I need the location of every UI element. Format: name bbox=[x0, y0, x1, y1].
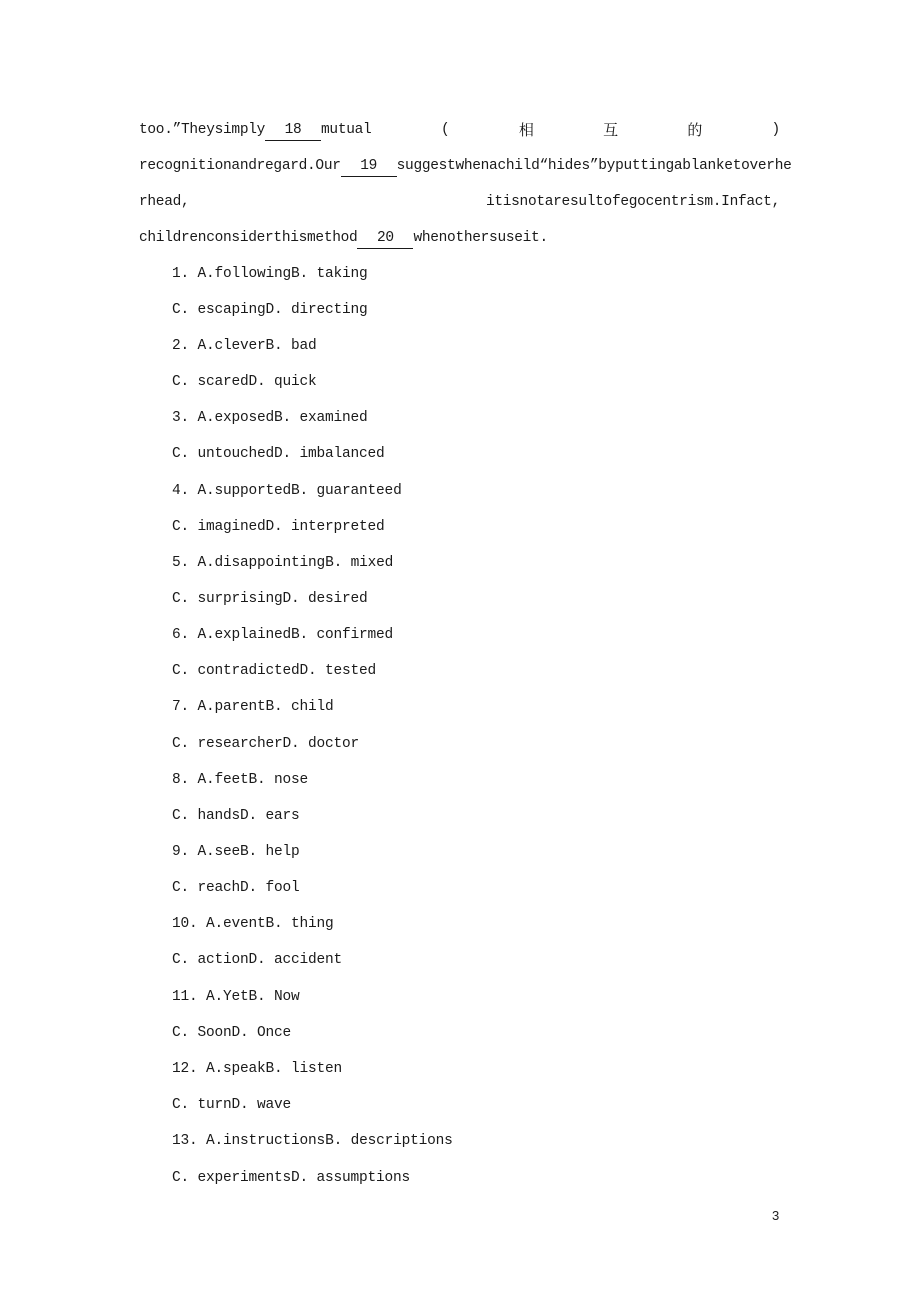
option-d: D. interpreted bbox=[265, 519, 385, 535]
option-c: C. researcher bbox=[172, 736, 283, 752]
option-b: B. examined bbox=[274, 410, 368, 426]
question-3-options-ab bbox=[172, 408, 368, 428]
question-2-options-ab bbox=[172, 336, 317, 356]
blank-18 bbox=[265, 120, 321, 141]
question-8-options-ab bbox=[172, 770, 308, 790]
question-number: 5. bbox=[172, 555, 190, 571]
option-c: C. hands bbox=[172, 808, 241, 824]
question-6-options-ab bbox=[172, 625, 393, 645]
question-3-options-cd bbox=[172, 444, 385, 464]
passage-line-2 bbox=[139, 156, 792, 177]
question-12-options-cd bbox=[172, 1095, 291, 1115]
option-c: C. surprising bbox=[172, 591, 283, 607]
gloss-close-paren: ) bbox=[771, 122, 780, 138]
option-c: C. untouched bbox=[172, 446, 275, 462]
question-number: 9. bbox=[172, 844, 190, 860]
option-d: D. imbalanced bbox=[274, 446, 385, 462]
option-c: C. contradicted bbox=[172, 663, 300, 679]
option-b: B. listen bbox=[265, 1061, 343, 1077]
gloss-char-2: 互 bbox=[603, 121, 618, 139]
blank-19 bbox=[341, 156, 397, 177]
blank-20 bbox=[357, 228, 413, 249]
option-b: B. thing bbox=[265, 916, 334, 932]
question-number: 3. bbox=[172, 410, 190, 426]
question-1-options-ab bbox=[172, 264, 368, 284]
option-d: D. ears bbox=[240, 808, 300, 824]
option-c: C. reach bbox=[172, 880, 241, 896]
option-a: A.feet bbox=[197, 772, 249, 788]
question-4-options-ab bbox=[172, 481, 402, 501]
blank-number: 18 bbox=[284, 122, 302, 138]
question-number: 1. bbox=[172, 266, 190, 282]
option-b: B. guaranteed bbox=[291, 483, 402, 499]
gloss-char-3: 的 bbox=[687, 121, 703, 139]
text-segment: too.”Theysimply bbox=[139, 122, 266, 138]
question-10-options-ab bbox=[172, 914, 334, 934]
option-a: A.disappointing bbox=[197, 555, 326, 571]
option-c: C. imagined bbox=[172, 519, 266, 535]
question-5-options-cd bbox=[172, 589, 368, 609]
option-b: B. child bbox=[265, 699, 334, 715]
question-12-options-ab bbox=[172, 1059, 342, 1079]
gloss-open-paren: ( bbox=[440, 122, 450, 138]
option-d: D. desired bbox=[282, 591, 368, 607]
question-9-options-cd bbox=[172, 878, 300, 898]
gloss-char-1: 相 bbox=[518, 121, 534, 139]
text-segment: mutual bbox=[321, 122, 372, 138]
question-2-options-cd bbox=[172, 372, 317, 392]
option-a: A.exposed bbox=[197, 410, 275, 426]
option-a: A.see bbox=[197, 844, 241, 860]
option-d: D. tested bbox=[299, 663, 377, 679]
passage-line-1 bbox=[139, 120, 780, 141]
text-segment: recognitionandregard.Our bbox=[139, 158, 341, 174]
option-d: D. doctor bbox=[282, 736, 360, 752]
question-number: 13. bbox=[172, 1133, 198, 1149]
question-13-options-ab bbox=[172, 1131, 453, 1151]
question-6-options-cd bbox=[172, 661, 376, 681]
question-number: 11. bbox=[172, 989, 198, 1005]
blank-number: 20 bbox=[377, 230, 394, 246]
option-d: D. assumptions bbox=[291, 1170, 411, 1186]
option-a: A.parent bbox=[197, 699, 266, 715]
text-segment: rhead, bbox=[139, 194, 190, 210]
option-a: A.supported bbox=[197, 483, 292, 499]
option-d: D. accident bbox=[248, 952, 343, 968]
option-d: D. fool bbox=[240, 880, 300, 896]
text-segment: suggestwhenachild“hides”byputtingablanketoverhe bbox=[396, 158, 792, 174]
option-a: A.event bbox=[206, 916, 266, 932]
question-13-options-cd bbox=[172, 1168, 410, 1188]
blank-number: 19 bbox=[360, 158, 378, 174]
option-b: B. descriptions bbox=[325, 1133, 453, 1149]
text-segment: childrenconsiderthismethod bbox=[139, 230, 358, 246]
option-b: B. nose bbox=[248, 772, 309, 788]
option-c: C. action bbox=[172, 952, 249, 968]
question-number: 6. bbox=[172, 627, 190, 643]
option-d: D. Once bbox=[231, 1025, 292, 1041]
option-c: C. Soon bbox=[172, 1025, 232, 1041]
option-a: A.explained bbox=[197, 627, 292, 643]
option-d: D. directing bbox=[265, 302, 368, 318]
option-c: C. scared bbox=[172, 374, 249, 390]
option-b: B. taking bbox=[291, 266, 368, 282]
option-a: A.instructions bbox=[206, 1133, 326, 1149]
text-segment: itisnotaresultofegocentrism.Infact, bbox=[485, 194, 780, 210]
passage-line-1-text bbox=[139, 120, 371, 141]
question-number: 10. bbox=[172, 916, 198, 932]
question-9-options-ab bbox=[172, 842, 300, 862]
passage-line-4 bbox=[139, 228, 548, 249]
option-a: A.following bbox=[197, 266, 292, 282]
option-b: B. bad bbox=[265, 338, 317, 354]
question-number: 8. bbox=[172, 772, 190, 788]
option-b: B. confirmed bbox=[291, 627, 394, 643]
question-10-options-cd bbox=[172, 950, 342, 970]
page-number: 3 bbox=[772, 1208, 780, 1223]
question-number: 2. bbox=[172, 338, 190, 354]
option-c: C. escaping bbox=[172, 302, 266, 318]
option-a: A.speak bbox=[206, 1061, 266, 1077]
option-b: B. help bbox=[240, 844, 300, 860]
question-7-options-ab bbox=[172, 697, 334, 717]
question-4-options-cd bbox=[172, 517, 385, 537]
question-1-options-cd bbox=[172, 300, 368, 320]
option-a: A.clever bbox=[197, 338, 266, 354]
passage-line-3 bbox=[139, 192, 780, 212]
question-7-options-cd bbox=[172, 734, 359, 754]
text-segment: whenothersuseit. bbox=[413, 230, 548, 246]
option-c: C. turn bbox=[172, 1097, 232, 1113]
question-number: 12. bbox=[172, 1061, 198, 1077]
option-d: D. quick bbox=[248, 374, 317, 390]
option-a: A.Yet bbox=[206, 989, 249, 1005]
question-11-options-ab bbox=[172, 987, 300, 1007]
option-b: B. Now bbox=[248, 989, 300, 1005]
question-number: 7. bbox=[172, 699, 190, 715]
question-number: 4. bbox=[172, 483, 190, 499]
option-d: D. wave bbox=[231, 1097, 292, 1113]
question-11-options-cd bbox=[172, 1023, 291, 1043]
question-5-options-ab bbox=[172, 553, 393, 573]
question-8-options-cd bbox=[172, 806, 300, 826]
option-c: C. experiments bbox=[172, 1170, 292, 1186]
option-b: B. mixed bbox=[325, 555, 394, 571]
